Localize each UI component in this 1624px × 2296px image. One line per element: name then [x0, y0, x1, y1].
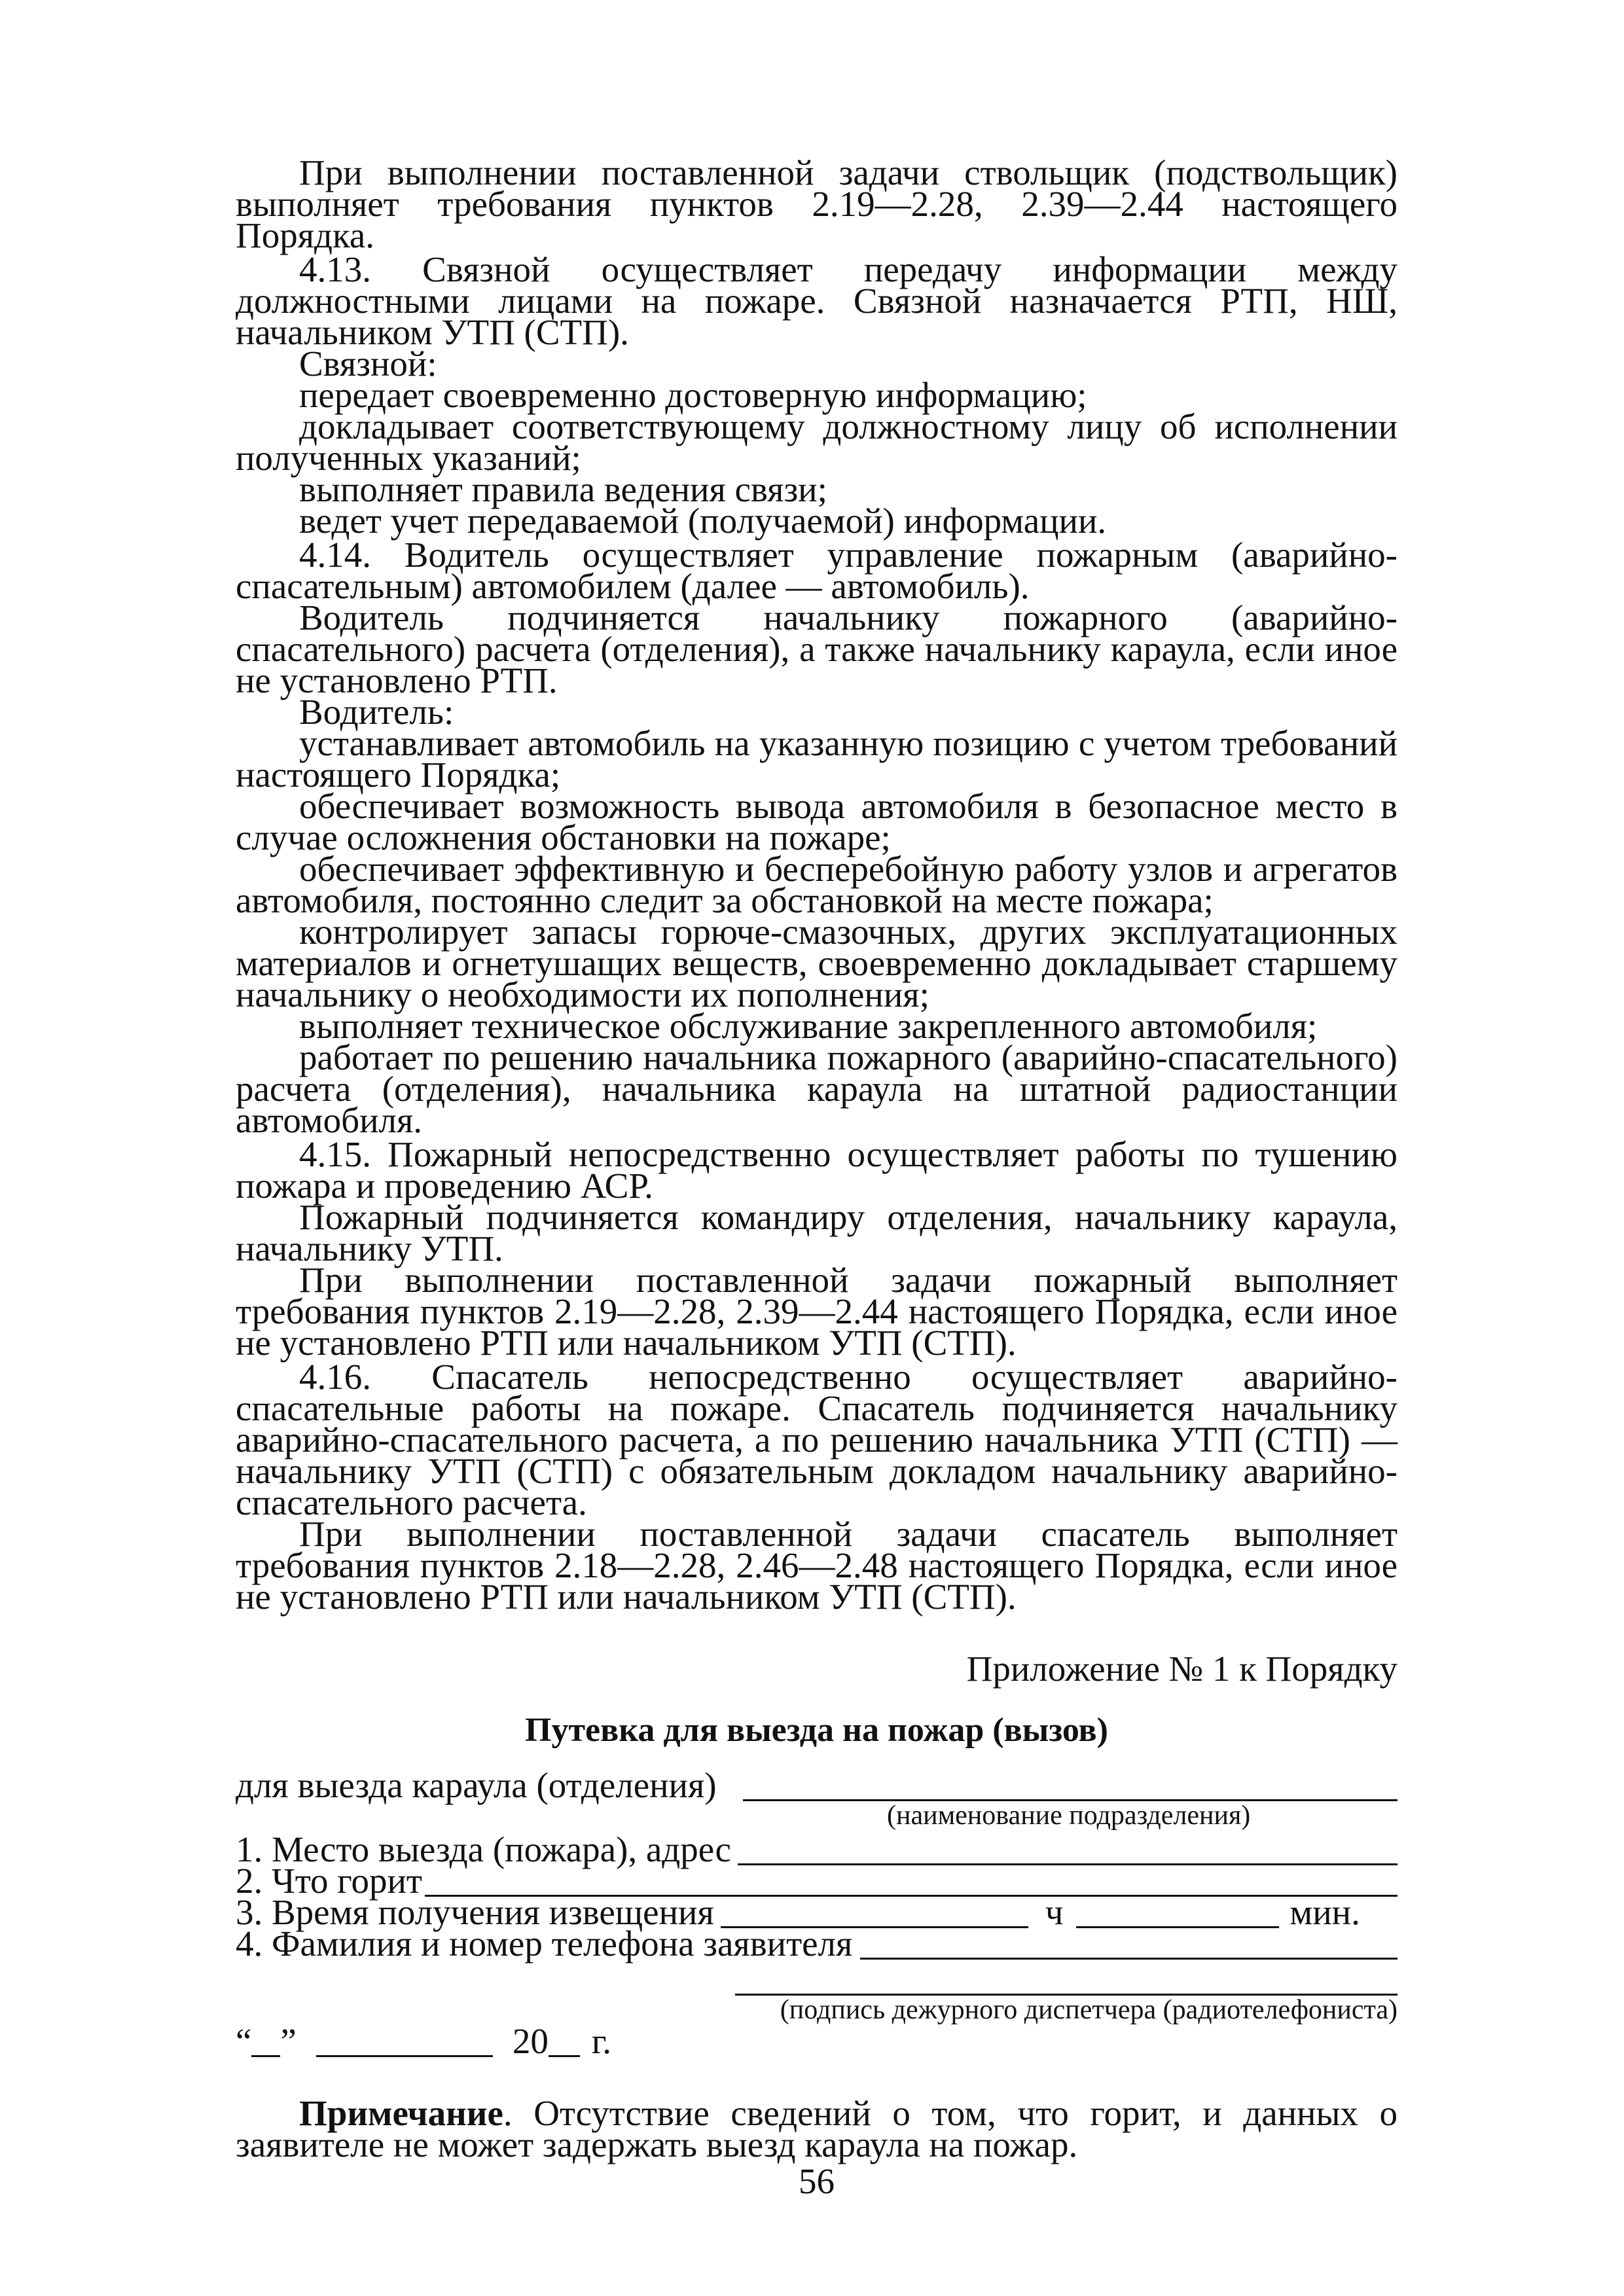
note-text: . Отсутствие сведений о том, что горит, и данных о заявителе не может задержать выезд караула на пожар. [236, 2093, 1398, 2164]
item-time-label: 3. Время получения извещения [236, 1892, 714, 1932]
list-item: обеспечивает эффективную и бесперебойную работу узлов и агрегатов автомобиля, постоянно следит за обстановкой на месте пожара; [236, 849, 1398, 920]
unit-fill-line[interactable] [743, 1776, 1398, 1801]
minutes-unit: мин. [1290, 1892, 1360, 1932]
item-address-label: 1. Место выезда (пожара), адрес [236, 1829, 731, 1869]
note [236, 2093, 1398, 2164]
date-year-prefix: 20 [512, 2021, 549, 2061]
section-4-14: 4.14. Водитель осуществляет управление пожарным (аварийно-спасательным) автомобилем (далее — автомобиль). [236, 535, 1398, 606]
list-item: выполняет правила ведения связи; [299, 469, 827, 509]
list-item: устанавливает автомобиль на указанную позицию с учетом требований настоящего Порядка; [236, 723, 1398, 795]
section-4-15: 4.15. Пожарный непосредственно осуществляет работы по тушению пожара и проведению АСР. [236, 1134, 1398, 1206]
list-item: передает своевременно достоверную информацию; [299, 375, 1087, 415]
paragraph: При выполнении поставленной задачи пожарный выполняет требования пунктов 2.19—2.28, 2.39—2.44 настоящего Порядка, если иное не установлено РТП или начальником УТП (СТП). [236, 1260, 1398, 1363]
date-suffix: г. [591, 2021, 611, 2061]
minutes-fill-line[interactable] [1076, 1903, 1279, 1928]
document-page [236, 152, 1398, 2201]
form-row-unit [236, 1765, 1398, 1805]
section-4-16: 4.16. Спасатель непосредственно осуществляет аварийно-спасательные работы на пожаре. Спасатель подчиняется начальнику аварийно-спасательного расчета, а по решению начальника УТП (СТП) — начальнику УТП (СТП) с обязательным докладом начальнику аварийно-спасательного расчета. [236, 1357, 1398, 1522]
list-item: контролирует запасы горюче-смазочных, других эксплуатационных материалов и огнетушащих веществ, своевременно докладывает старшему начальнику о необходимости их пополнения; [236, 912, 1398, 1014]
date-close-quote: ” [280, 2021, 297, 2061]
signature-caption: (подпись дежурного диспетчера (радиотелефониста) [780, 1995, 1398, 2025]
month-fill-line[interactable] [316, 2032, 493, 2057]
note-label: Примечание [299, 2093, 503, 2133]
address-fill-line[interactable] [738, 1840, 1398, 1865]
item-caller-label: 4. Фамилия и номер телефона заявителя [236, 1924, 853, 1964]
call-form [236, 1765, 1398, 2061]
signature-fill-line[interactable] [735, 1973, 1398, 1996]
caller-fill-line[interactable] [860, 1934, 1398, 1960]
form-row-date [236, 2021, 1398, 2061]
unit-label: для выезда караула (отделения) [236, 1765, 717, 1805]
paragraph: Водитель подчиняется начальнику пожарного (аварийно-спасательного) расчета (отделения), а также начальнику караула, если иное не установлено РТП. [236, 598, 1398, 700]
year-fill-line[interactable] [549, 2032, 580, 2057]
appendix-label: Приложение № 1 к Порядку [966, 1649, 1398, 1689]
hours-unit: ч [1045, 1892, 1064, 1932]
form-title: Путевка для выезда на пожар (вызов) [525, 1712, 1108, 1749]
list-item: ведет учет передаваемой (получаемой) информации. [299, 501, 1107, 541]
list-item: докладывает соответствующему должностному лицу об исполнении полученных указаний; [236, 406, 1398, 478]
paragraph: При выполнении поставленной задачи ствольщик (подствольщик) выполняет требования пунктов 2.19—2.28, 2.39—2.44 настоящего Порядка. [236, 152, 1398, 255]
paragraph: Связной: [299, 344, 437, 384]
unit-caption: (наименование подразделения) [887, 1801, 1251, 1831]
list-item: выполняет техническое обслуживание закрепленного автомобиля; [299, 1006, 1318, 1046]
item-what-burns-label: 2. Что горит [236, 1861, 422, 1901]
day-fill-line[interactable] [251, 2032, 280, 2057]
paragraph: Водитель: [299, 692, 454, 732]
signature-block [236, 1973, 1398, 2024]
list-item: работает по решению начальника пожарного (аварийно-спасательного) расчета (отделения), начальника караула на штатной радиостанции автомобиля. [236, 1037, 1398, 1140]
form-row-caller [236, 1924, 1398, 1964]
paragraph: При выполнении поставленной задачи спасатель выполняет требования пунктов 2.18—2.28, 2.46—2.48 настоящего Порядка, если иное не установлено РТП или начальником УТП (СТП). [236, 1514, 1398, 1617]
list-item: обеспечивает возможность вывода автомобиля в безопасное место в случае осложнения обстановки на пожаре; [236, 786, 1398, 857]
section-4-13: 4.13. Связной осуществляет передачу информации между должностными лицами на пожаре. Связной назначается РТП, НШ, начальником УТП (СТП). [236, 249, 1398, 352]
page-number: 56 [799, 2161, 835, 2201]
signature-area [735, 1973, 1398, 2024]
paragraph: Пожарный подчиняется командиру отделения, начальнику караула, начальнику УТП. [236, 1197, 1398, 1268]
date-open-quote: “ [236, 2021, 252, 2061]
